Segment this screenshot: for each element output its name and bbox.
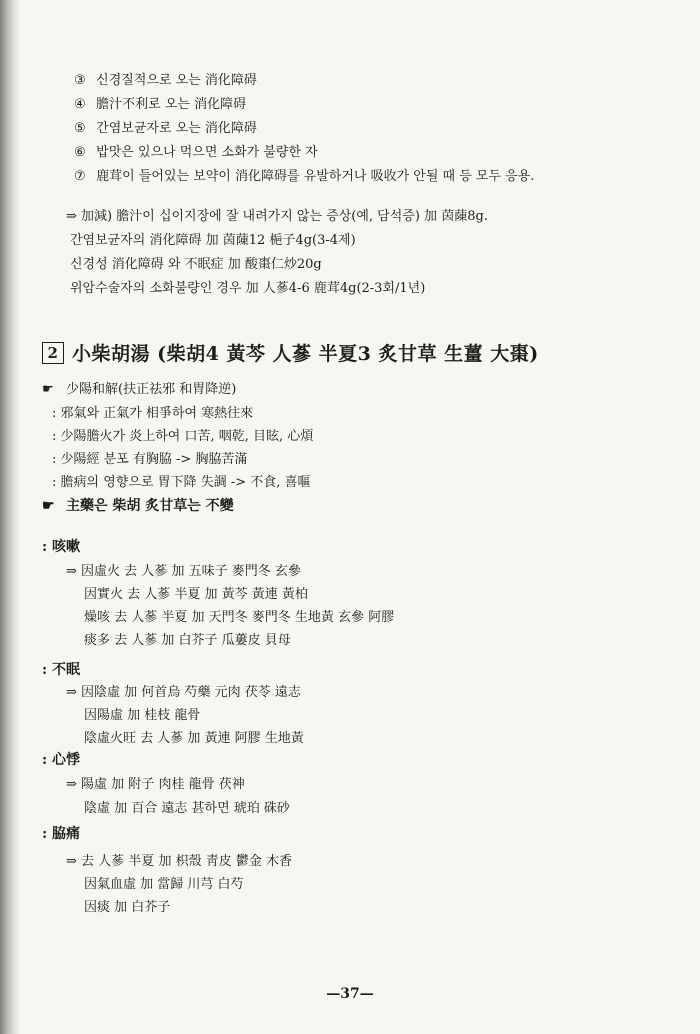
arrow-icon: ⇒: [66, 854, 77, 869]
item-text: 밥맛은 있으나 먹으면 소화가 불량한 자: [96, 145, 318, 160]
main-drug-text: 主藥은 柴胡 炙甘草는 不變: [66, 498, 234, 514]
arrow-icon: ⇒: [66, 777, 77, 792]
cough-line-4: 痰多 去 人蔘 加 白芥子 瓜蔞皮 貝母: [84, 633, 291, 648]
flank-pain-line-2: 因氣血虛 加 當歸 川芎 白芍: [84, 877, 244, 892]
line-text: 陽虛 加 附子 肉桂 龍骨 茯神: [81, 777, 245, 792]
intro-item-5: [74, 120, 257, 138]
principle-item: : 膽病의 영향으로 胃下降 失調 -> 不食, 喜嘔: [52, 475, 311, 490]
addition-line-4: 위암수술자의 소화불량인 경우 加 人蔘4-6 鹿茸4g(2-3회/1년): [70, 281, 426, 296]
section-heading-palpitation: : 心悸: [42, 752, 81, 768]
pointing-hand-icon: ☛: [42, 382, 54, 397]
line-text: 去 人蔘 半夏 加 枳殼 靑皮 鬱金 木香: [81, 854, 292, 869]
item-text: 신경질적으로 오는 消化障碍: [96, 73, 257, 88]
item-number: ⑤: [74, 121, 86, 136]
addition-line-3: 신경성 消化障碍 와 不眠症 加 酸棗仁炒20g: [70, 257, 322, 272]
item-number: ⑦: [74, 169, 86, 184]
palpitation-line-2: 陰虛 加 百合 遠志 甚하면 琥珀 硃砂: [84, 801, 290, 816]
item-text: 膽汁不利로 오는 消化障碍: [96, 97, 247, 112]
cough-line-2: 因實火 去 人蔘 半夏 加 黃芩 黃連 黃柏: [84, 587, 308, 602]
item-number: ⑥: [74, 145, 86, 160]
item-number: ④: [74, 97, 86, 112]
section-number: 2: [42, 342, 64, 364]
line-text: 因陰虛 加 何首烏 芍藥 元肉 茯苓 遠志: [81, 685, 301, 700]
section-heading-flank-pain: : 脇痛: [42, 826, 81, 842]
arrow-icon: ⇒: [66, 209, 77, 224]
addition-text: 加減) 膽汁이 십이지장에 잘 내려가지 않는 증상(예, 담석증) 加 茵蔯8g.: [81, 209, 488, 224]
cough-line-3: 燥咳 去 人蔘 半夏 加 天門冬 麥門冬 生地黃 玄參 阿膠: [84, 610, 395, 625]
section-heading-insomnia: : 不眠: [42, 662, 81, 678]
flank-pain-line-3: 因痰 加 白芥子: [84, 900, 171, 915]
flank-pain-line-1: [66, 853, 292, 871]
principle-heading-text: 少陽和解(扶正祛邪 和胃降逆): [66, 382, 237, 397]
page-number: —37—: [326, 986, 374, 1002]
item-number: ③: [74, 73, 86, 88]
principle-item: : 邪氣와 正氣가 相爭하여 寒熱往來: [52, 406, 254, 421]
line-text: 因虛火 去 人蔘 加 五味子 麥門冬 玄參: [81, 564, 301, 579]
pointing-hand-icon: ☛: [42, 498, 55, 514]
arrow-icon: ⇒: [66, 685, 77, 700]
intro-item-6: [74, 144, 318, 162]
intro-item-3: [74, 72, 257, 90]
intro-item-4: [74, 96, 246, 114]
addition-line-2: 간염보균자의 消化障碍 加 茵蔯12 梔子4g(3-4제): [70, 233, 356, 248]
principle-item: : 少陽經 분포 有胸脇 -> 胸脇苦滿: [52, 452, 248, 467]
item-text: 鹿茸이 들어있는 보약이 消化障碍를 유발하거나 吸收가 안될 때 등 모두 응용.: [96, 169, 535, 184]
insomnia-line-3: 陰虛火旺 去 人蔘 加 黃連 阿膠 生地黃: [84, 731, 304, 746]
insomnia-line-2: 因陽虛 加 桂枝 龍骨: [84, 708, 201, 723]
intro-item-7: [74, 168, 534, 186]
principle-item: : 少陽膽火가 炎上하여 口苦, 咽乾, 目眩, 心煩: [52, 429, 314, 444]
section-title-text: 小柴胡湯 (柴胡4 黃芩 人蔘 半夏3 炙甘草 生薑 大棗): [72, 343, 539, 365]
arrow-icon: ⇒: [66, 564, 77, 579]
palpitation-line-1: [66, 776, 245, 794]
section-heading-cough: : 咳嗽: [42, 539, 81, 555]
principle-heading: [42, 381, 236, 399]
insomnia-line-1: [66, 684, 301, 702]
cough-line-1: [66, 563, 301, 581]
main-drug-note: [42, 497, 234, 515]
addition-line-1: [66, 208, 488, 226]
section-title: [42, 341, 539, 367]
item-text: 간염보균자로 오는 消化障碍: [96, 121, 257, 136]
